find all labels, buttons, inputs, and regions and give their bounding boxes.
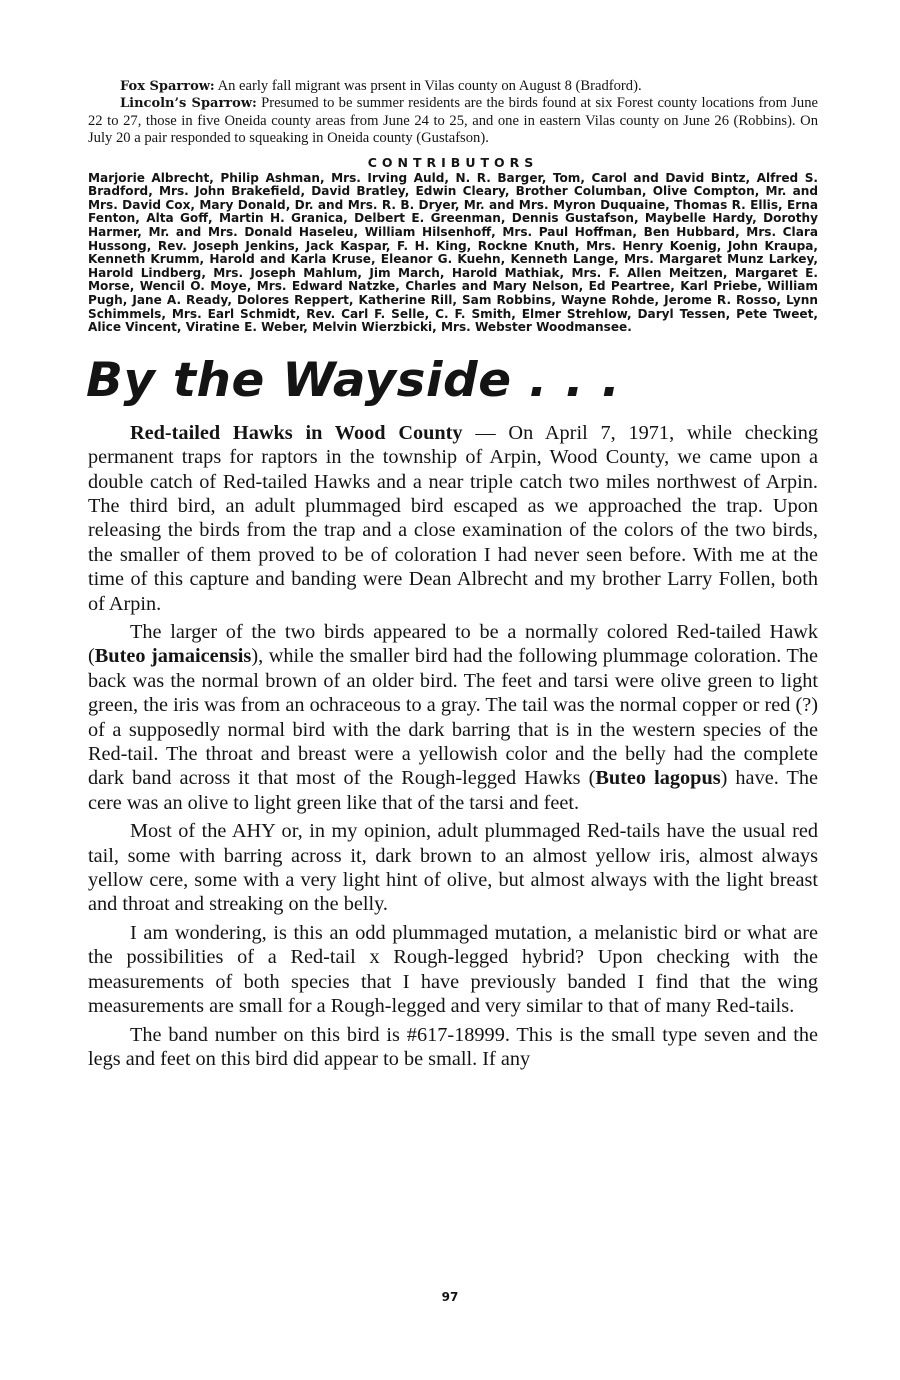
paragraph-text: ), while the smaller bird had the following plummage coloration. The back was the normal brown of an older bird. The feet and tarsi were olive green to light green, the iris was from an ochraceous to a gray. The tail was the normal copper or red (?) of a supposedly normal bird with the dark barring that is in the western species of the Red-tail. The throat and breast were a yellowish color and the belly had the complete dark band across it that most of the Rough-legged Hawks ( [88, 645, 818, 790]
contributors-heading: CONTRIBUTORS [367, 154, 539, 170]
lincolns-sparrow-note [88, 95, 818, 147]
paragraph-text: The larger of the two birds appeared to be a normally colored Red-tailed Hawk ( [88, 621, 818, 668]
contributors-list: Marjorie Albrecht, Philip Ashman, Mrs. Irving Auld, N. R. Barger, Tom, Carol and David Bintz, Alfred S. Bradford, Mrs. John Brakefield, David Bratley, Edwin Cleary, Brother Columban, Olive Compton, Mr. and Mrs. David Cox, Mary Donald, Dr. and Mrs. R. B. Dryer, Mr. and Mrs. Myron Duquaine, Thomas R. Ellis, Erna Fenton, Alta Goff, Martin H. Granica, Delbert E. Greenman, Dennis Gustafson, Maybelle Hardy, Dorothy Harmer, Mr. and Mrs. Donald Haseleu, William Hilsenhoff, Mrs. Paul Hoffman, Ben Hubbard, Mrs. Clara Hussong, Rev. Joseph Jenkins, Jack Kaspar, F. H. King, Rockne Knuth, Mrs. Henry Koenig, John Kraupa, Kenneth Krumm, Harold and Karla Kruse, Eleanor G. Kuehn, Kenneth Lange, Mrs. Margaret Munz Larkey, Harold Lindberg, Mrs. Joseph Mahlum, Jim March, Harold Mathiak, Mrs. F. Allen Meitzen, Margaret E. Morse, Wencil O. Moye, Mrs. Edward Natzke, Charles and Mary Nelson, Ed Peartree, Karl Priebe, William Pugh, Jane A. Ready, Dolores Reppert, Katherine Rill, Sam Robbins, Wayne Rohde, Jerome R. Rosso, Lynn Schimmels, Mrs. Earl Schmidt, Rev. Carl F. Selle, C. F. Smith, Elmer Strehlow, Daryl Tessen, Pete Tweet, Alice Vincent, Viratine E. Weber, Melvin Wierzbicki, Mrs. Webster Woodmansee. [88, 170, 818, 335]
article-headline: Red-tailed Hawks in Wood County [130, 421, 463, 444]
article-paragraph-5: The band number on this bird is #617-18999. This is the small type seven and the legs and feet on this bird did appear to be small. If any [88, 1023, 818, 1070]
paragraph-text: ) have. The cere was an olive to light green like that of the tarsi and feet. [88, 767, 818, 814]
note-text: An early fall migrant was prsent in Vilas county on August 8 (Bradford). [214, 78, 642, 94]
article-paragraph-4: I am wondering, is this an odd plummaged mutation, a melanistic bird or what are the possibilities of a Red-tail x Rough-legged hybrid? Upon checking with the measurements of both species that I have previously banded I find that the wing measurements are small for a Rough-legged and very similar to that of many Red-tails. [88, 921, 818, 1018]
fox-sparrow-note [88, 78, 818, 95]
paragraph-text: — On April 7, 1971, while checking permanent traps for raptors in the township of Arpin, Wood County, we came upon a double catch of Red-tailed Hawks and a near triple catch two miles northwest of Arpin. The third bird, an adult plummaged bird escaped as we approached the trap. Upon releasing the birds from the trap and a close examination of the colors of the two birds, the smaller of them proved to be of coloration I had never seen before. With me at the time of this capture and banding were Dean Albrecht and my brother Larry Follen, both of Arpin. [88, 421, 818, 615]
scientific-name: Buteo lagopus [595, 767, 721, 790]
page-number: 97 [441, 1290, 459, 1304]
species-lead: Lincoln’s Sparrow: [120, 96, 257, 112]
note-text: Presumed to be summer residents are the birds found at six Forest county locations from June 22 to 27, those in five Oneida county areas from June 24 to 25, and one in eastern Vilas county on June 26 (Robbins). On July 20 a pair responded to squeaking in Oneida county (Gustafson). [88, 95, 818, 147]
article-paragraph-2 [88, 620, 818, 815]
scientific-name: Buteo jamaicensis [94, 645, 252, 668]
article-paragraph-3: Most of the AHY or, in my opinion, adult plummaged Red-tails have the usual red tail, some with barring across it, dark brown to an almost yellow iris, almost always yellow cere, some with a very light hint of olive, but almost always with the light breast and throat and streaking on the belly. [88, 820, 818, 916]
article-paragraph-1 [88, 421, 818, 616]
section-title: By the Wayside . . . [86, 352, 621, 408]
document-page [88, 78, 818, 1075]
species-lead: Fox Sparrow: [120, 79, 215, 94]
